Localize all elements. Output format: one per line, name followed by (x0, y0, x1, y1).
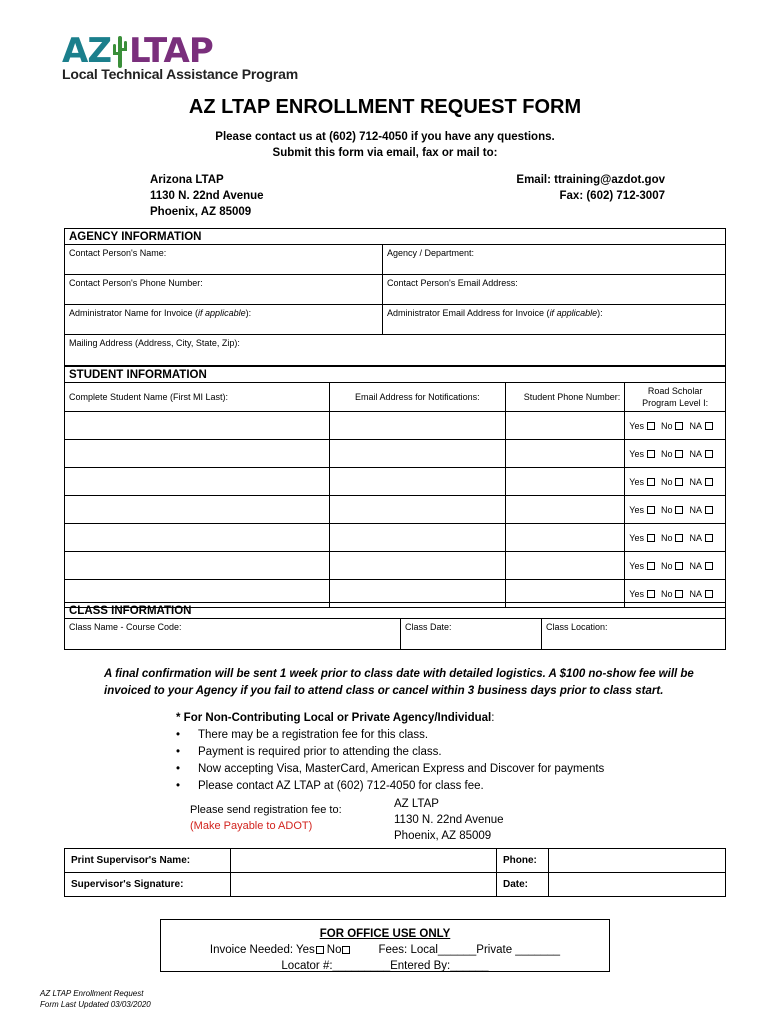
mailing-address-field[interactable] (65, 335, 726, 366)
yes-checkbox[interactable] (647, 478, 655, 486)
office-use-title: FOR OFFICE USE ONLY (319, 928, 451, 940)
footer-updated: Form Last Updated 03/03/2020 (40, 1000, 151, 1009)
na-checkbox[interactable] (705, 478, 713, 486)
supervisor-name-field[interactable] (231, 849, 497, 873)
student-phone-cell[interactable] (505, 440, 625, 468)
na-checkbox[interactable] (705, 534, 713, 542)
list-item: • Now accepting Visa, MasterCard, American Express and Discover for payments (176, 761, 604, 778)
fee-address-city: Phoenix, AZ 85009 (394, 830, 492, 842)
department-field[interactable] (383, 245, 726, 275)
student-phone-cell[interactable] (505, 552, 625, 580)
student-name-cell[interactable] (65, 468, 330, 496)
student-name-header: Complete Student Name (First MI Last): (65, 383, 330, 412)
contact-name-label: Contact Person's Name: (69, 248, 167, 258)
logo-ltap-text: LTAP (128, 31, 213, 71)
student-email-cell[interactable] (330, 412, 506, 440)
office-locator-line: Locator #:_________Entered By:______ (281, 960, 489, 972)
department-label: Agency / Department: (387, 248, 475, 258)
student-phone-header: Student Phone Number: (505, 383, 625, 412)
address-street: 1130 N. 22nd Avenue (150, 190, 264, 202)
na-checkbox[interactable] (705, 562, 713, 570)
student-email-cell[interactable] (330, 552, 506, 580)
fee-address (394, 796, 504, 844)
na-checkbox[interactable] (705, 506, 713, 514)
student-email-header: Email Address for Notifications: (330, 383, 506, 412)
student-name-cell[interactable] (65, 552, 330, 580)
student-email-cell[interactable] (330, 496, 506, 524)
address-city: Phoenix, AZ 85009 (150, 206, 252, 218)
contact-phone-label: Contact Person's Phone Number: (69, 278, 203, 288)
class-section (64, 602, 726, 650)
road-scholar-options: Yes No NA (625, 496, 726, 524)
contact-info (500, 172, 665, 204)
invoice-no-checkbox[interactable] (342, 946, 350, 954)
admin-email-label: Administrator Email Address for Invoice (if applicable): (387, 308, 603, 318)
contact-phone-field[interactable] (65, 275, 383, 305)
road-scholar-options: Yes No NA (625, 552, 726, 580)
no-checkbox[interactable] (675, 534, 683, 542)
student-row (65, 496, 726, 524)
class-location-label: Class Location: (546, 622, 608, 632)
class-date-field[interactable] (401, 619, 542, 650)
supervisor-section (64, 848, 726, 897)
student-heading: STUDENT INFORMATION (64, 366, 726, 382)
student-name-cell[interactable] (65, 412, 330, 440)
contact-email: Email: ttraining@azdot.gov (516, 174, 665, 186)
office-use-box (160, 919, 610, 972)
no-checkbox[interactable] (675, 478, 683, 486)
class-date-label: Class Date: (405, 622, 452, 632)
na-checkbox[interactable] (705, 590, 713, 598)
print-supervisor-label: Print Supervisor's Name: (65, 849, 231, 873)
supervisor-date-field[interactable] (549, 873, 726, 897)
class-name-label: Class Name - Course Code: (69, 622, 182, 632)
no-checkbox[interactable] (675, 506, 683, 514)
contact-name-field[interactable] (65, 245, 383, 275)
mail-address (150, 172, 264, 220)
no-checkbox[interactable] (675, 450, 683, 458)
invoice-yes-checkbox[interactable] (316, 946, 324, 954)
class-name-field[interactable] (65, 619, 401, 650)
yes-checkbox[interactable] (647, 450, 655, 458)
student-section (64, 366, 726, 608)
student-row (65, 412, 726, 440)
non-contributing-title: * For Non-Contributing Local or Private Agency/Individual: (176, 712, 495, 724)
fee-address-name: AZ LTAP (394, 798, 439, 810)
agency-heading: AGENCY INFORMATION (64, 228, 726, 244)
student-name-cell[interactable] (65, 496, 330, 524)
class-location-field[interactable] (542, 619, 726, 650)
fee-send-text: Please send registration fee to: (190, 804, 342, 816)
student-phone-cell[interactable] (505, 496, 625, 524)
list-item: • Please contact AZ LTAP at (602) 712-4050 for class fee. (176, 778, 604, 795)
no-checkbox[interactable] (675, 422, 683, 430)
date-label: Date: (497, 873, 549, 897)
road-scholar-options: Yes No NA (625, 440, 726, 468)
road-scholar-options: Yes No NA (625, 468, 726, 496)
fee-address-street: 1130 N. 22nd Avenue (394, 814, 504, 826)
fee-payable-text: (Make Payable to ADOT) (190, 820, 313, 832)
footer-form-name: AZ LTAP Enrollment Request (40, 989, 144, 998)
cactus-icon (112, 34, 128, 68)
yes-checkbox[interactable] (647, 534, 655, 542)
student-email-cell[interactable] (330, 440, 506, 468)
mailing-address-label: Mailing Address (Address, City, State, Zip): (69, 338, 240, 348)
supervisor-signature-field[interactable] (231, 873, 497, 897)
contact-email-field[interactable] (383, 275, 726, 305)
yes-checkbox[interactable] (647, 590, 655, 598)
logo (62, 28, 213, 71)
student-phone-cell[interactable] (505, 468, 625, 496)
logo-az-text: AZ (62, 31, 111, 71)
non-contributing-list (176, 727, 604, 795)
road-scholar-options: Yes No NA (625, 524, 726, 552)
student-row (65, 524, 726, 552)
list-item: • Payment is required prior to attending the class. (176, 744, 604, 761)
phone-label: Phone: (497, 849, 549, 873)
student-email-cell[interactable] (330, 524, 506, 552)
list-item: • There may be a registration fee for this class. (176, 727, 604, 744)
yes-checkbox[interactable] (647, 562, 655, 570)
na-checkbox[interactable] (705, 450, 713, 458)
na-checkbox[interactable] (705, 422, 713, 430)
address-name: Arizona LTAP (150, 174, 224, 186)
footer (40, 988, 151, 1010)
supervisor-phone-field[interactable] (549, 849, 726, 873)
page-title: AZ LTAP ENROLLMENT REQUEST FORM (188, 96, 582, 118)
agency-section (64, 228, 726, 366)
office-invoice-line: Invoice Needed: Yes No Fees: Local______Private _______ (209, 944, 561, 956)
admin-name-field[interactable] (65, 305, 383, 335)
student-name-cell[interactable] (65, 440, 330, 468)
logo-subtitle: Local Technical Assistance Program (62, 66, 298, 82)
student-row (65, 468, 726, 496)
student-phone-cell[interactable] (505, 412, 625, 440)
student-row (65, 440, 726, 468)
contact-fax: Fax: (602) 712-3007 (559, 190, 665, 202)
submit-line: Submit this form via email, fax or mail to: (272, 147, 498, 159)
admin-email-field[interactable] (383, 305, 726, 335)
student-row (65, 552, 726, 580)
student-email-cell[interactable] (330, 468, 506, 496)
no-checkbox[interactable] (675, 562, 683, 570)
yes-checkbox[interactable] (647, 422, 655, 430)
contact-line: Please contact us at (602) 712-4050 if you have any questions. (215, 131, 555, 143)
student-phone-cell[interactable] (505, 524, 625, 552)
road-scholar-header: Road Scholar Program Level I: (625, 383, 726, 412)
road-scholar-options: Yes No NA (625, 412, 726, 440)
road-scholar-options: Yes No NA (625, 580, 726, 608)
confirmation-notice: A final confirmation will be sent 1 week prior to class date with detailed logistics. A $100 no-show fee will be invoiced to your Agency if you fail to attend class or cancel within 3 business days prior to class start. (104, 668, 694, 697)
class-heading: CLASS INFORMATION (64, 602, 726, 618)
signature-label: Supervisor's Signature: (65, 873, 231, 897)
admin-name-label: Administrator Name for Invoice (if applicable): (69, 308, 252, 318)
fee-instructions (190, 802, 342, 834)
contact-email-label: Contact Person's Email Address: (387, 278, 518, 288)
student-name-cell[interactable] (65, 524, 330, 552)
no-checkbox[interactable] (675, 590, 683, 598)
yes-checkbox[interactable] (647, 506, 655, 514)
